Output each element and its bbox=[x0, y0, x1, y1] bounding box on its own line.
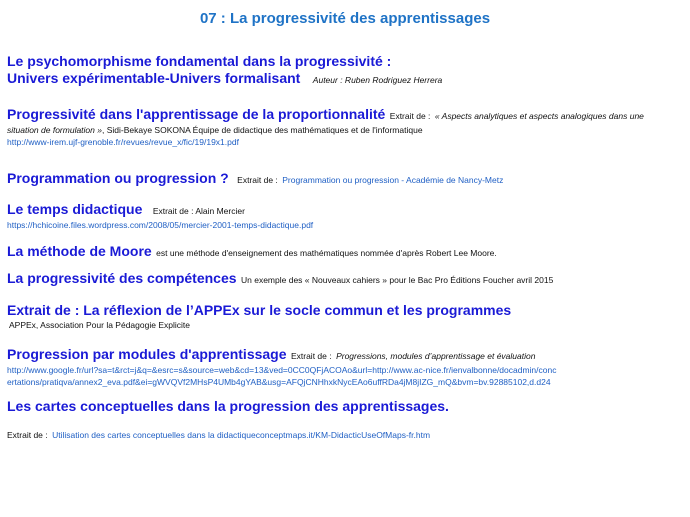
entry-link[interactable]: Programmation ou progression - Académie de Nancy-Metz bbox=[282, 175, 504, 185]
entry-cartes-conceptuelles bbox=[7, 398, 683, 443]
entry-link[interactable]: https://hchicoine.files.wordpress.com/2008/05/mercier-2001-temps-didactique.pdf bbox=[7, 220, 314, 230]
entry-link[interactable]: http://www.google.fr/url?sa=t&rct=j&q=&esrc=s&source=web&cd=13&ved=0CC0QFjACOAo&url=http://www.ac-nice.fr/ienvalbonne/docadmin/conc bbox=[7, 365, 557, 375]
entry-heading: Les cartes conceptuelles dans la progression des apprentissages. bbox=[7, 398, 449, 414]
entry-extract-prefix: Extrait de : bbox=[237, 175, 278, 185]
entry-heading: Progressivité dans l'apprentissage de la proportionnalité bbox=[7, 106, 386, 122]
entry-temps-didactique bbox=[7, 201, 683, 231]
entry-note: APPEx, Association Pour la Pédagogie Explicite bbox=[9, 320, 190, 330]
entry-extract-authors: , Sidi-Bekaye SOKONA Équipe de didactique des mathématiques et de l'informatique bbox=[101, 125, 423, 135]
entry-author: Auteur : Ruben Rodriguez Herrera bbox=[312, 75, 443, 85]
entry-heading: Programmation ou progression ? bbox=[7, 170, 229, 186]
entry-modules bbox=[7, 346, 683, 388]
slide-title: 07 : La progressivité des apprentissages bbox=[199, 10, 491, 27]
entry-methode-moore bbox=[7, 243, 683, 261]
entry-heading: Extrait de : La réflexion de l’APPEx sur le socle commun et les programmes bbox=[7, 302, 512, 318]
entry-heading: La méthode de Moore bbox=[7, 243, 152, 259]
entry-extract-prefix: Extrait de : bbox=[290, 351, 332, 361]
entry-extract-prefix: Extrait de : bbox=[7, 430, 48, 440]
entry-competences bbox=[7, 270, 683, 288]
entry-programmation bbox=[7, 170, 683, 188]
entry-link-cont[interactable]: ertations/pratiqva/annex2_eva.pdf&ei=gWVQVf2MHsP4UMb4gYAB&usg=AFQjCNHhxkNycEAo6uffRDa4jM8jIZG_mQ&bvm=bv.92885102,d.d24 bbox=[7, 377, 551, 387]
entry-heading: La progressivité des compétences bbox=[7, 270, 237, 286]
entry-psychomorphisme bbox=[7, 53, 683, 88]
entry-appex bbox=[7, 302, 683, 331]
entry-extract-title: « Aspects analytiques et aspects analogiques dans une bbox=[434, 111, 644, 121]
entry-extract-title: Progressions, modules d’apprentissage et évaluation bbox=[336, 351, 536, 361]
entry-heading: Progression par modules d'apprentissage bbox=[7, 346, 287, 362]
entry-link[interactable]: http://www-irem.ujf-grenoble.fr/revues/revue_x/fic/19/19x1.pdf bbox=[7, 137, 239, 147]
entry-description: est une méthode d'enseignement des mathématiques nommée d'après Robert Lee Moore. bbox=[156, 248, 497, 258]
entry-description: Un exemple des « Nouveaux cahiers » pour le Bac Pro Éditions Foucher avril 2015 bbox=[241, 275, 554, 285]
entry-link[interactable]: Utilisation des cartes conceptuelles dans la didactiqueconceptmaps.it/KM-DidacticUseOfMaps-fr.htm bbox=[52, 430, 431, 440]
entry-heading: Le temps didactique bbox=[7, 201, 143, 217]
entry-heading: Univers expérimentable-Univers formalisant bbox=[7, 70, 301, 86]
entry-heading: Le psychomorphisme fondamental dans la progressivité : bbox=[7, 53, 392, 69]
entry-proportionnalite bbox=[7, 106, 683, 148]
entry-extract-prefix: Extrait de : bbox=[389, 111, 431, 121]
entry-extract-title-cont: situation de formulation » bbox=[7, 125, 102, 135]
entry-extract: Extrait de : Alain Mercier bbox=[152, 206, 245, 216]
